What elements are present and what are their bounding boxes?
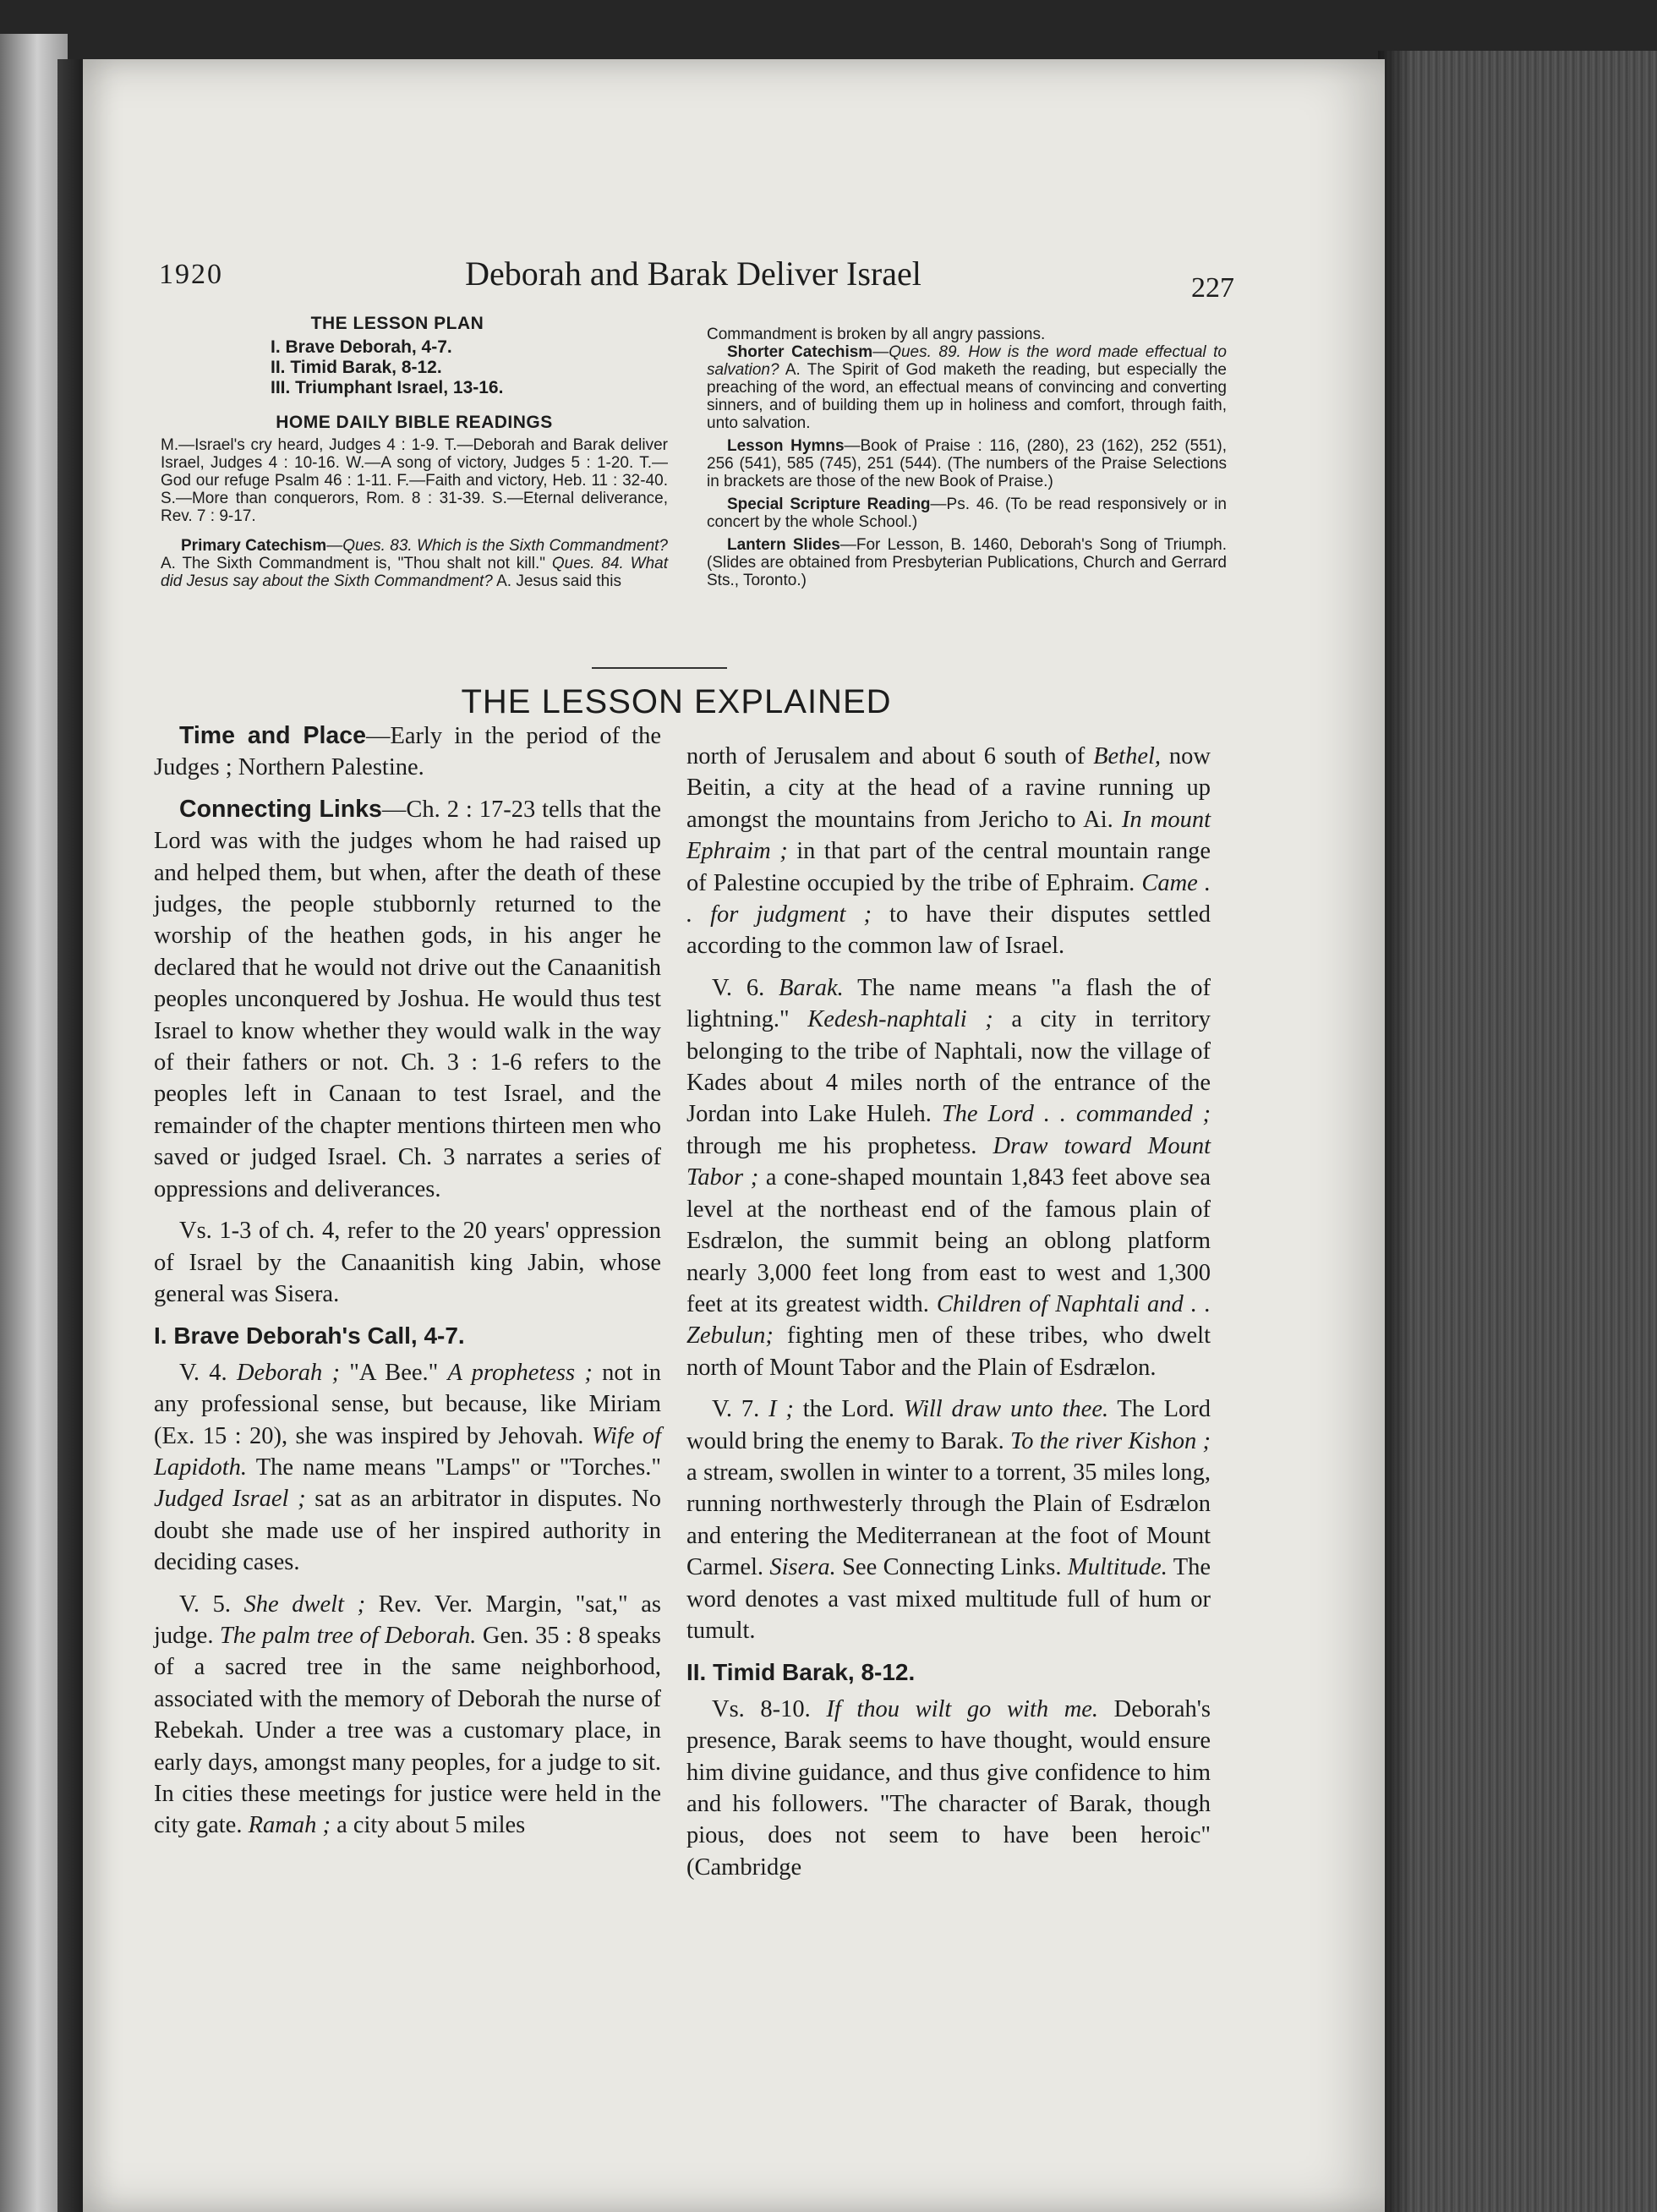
primary-catechism — [161, 537, 668, 590]
special-scripture — [707, 496, 1227, 531]
section-divider — [592, 667, 727, 669]
time-and-place-text: —Early in the period of the Judges ; Northern Palestine. — [154, 723, 661, 781]
running-head — [152, 254, 1234, 304]
verse-text: V. 4. — [179, 1359, 237, 1386]
daily-readings-heading: HOME DAILY BIBLE READINGS — [276, 413, 553, 432]
ramah-continuation — [686, 741, 1211, 962]
connecting-links-label: Connecting Links — [179, 795, 382, 823]
lesson-hymns-label: Lesson Hymns — [727, 437, 845, 455]
lesson-plan-item: II. Timid Barak, 8-12. — [271, 358, 442, 377]
lesson-hymns — [707, 437, 1227, 490]
primary-catechism-q2-num: Ques. 84. — [551, 555, 624, 572]
verse-text: V. 5. — [179, 1591, 244, 1618]
catechism-continuation: Commandment is broken by all angry passions. — [707, 326, 1046, 343]
verse-text: through me his prophetess. — [686, 1132, 993, 1159]
lantern-slides-text: —For Lesson, B. 1460, Deborah's Song of Triumph. (Slides are obtained from Presbyterian Publications, Church and Gerrard Sts., Toronto.) — [707, 536, 1228, 589]
verse-text: I ; — [768, 1396, 794, 1423]
verse-text: the Lord. — [793, 1396, 904, 1423]
verse-text: To the river Kishon ; — [1010, 1427, 1211, 1454]
verse-text: Barak. — [779, 974, 844, 1001]
verse-text: The Lord would bring the enemy to Barak. — [686, 1396, 1211, 1454]
verse-text: Rev. Ver. Margin, "sat," as judge. — [154, 1591, 661, 1649]
verse-4 — [154, 1357, 661, 1579]
time-and-place-label: Time and Place — [179, 722, 366, 749]
verse-text: Came . . for judgment ; — [686, 869, 1211, 928]
verse-text: Sisera. — [769, 1554, 836, 1581]
verse-text: Judged Israel ; — [154, 1486, 306, 1513]
time-and-place — [154, 720, 661, 784]
verse-text: Multitude. — [1067, 1554, 1168, 1581]
daily-readings-text: M.—Israel's cry heard, Judges 4 : 1-9. T.—Deborah and Barak deliver Israel, Judges 4 : 10-16. W.—A song of victory, Judges 5 : 1-20. T.—God our refuge Psalm 46 : 1-11. F.—Faith and victory, Heb. 11 : 32-40. S.—More than conquerors, Rom. 8 : 31-39. S.—Eternal deliverance, Rev. 7 : 9-17. — [161, 436, 668, 525]
verse-text: The word denotes a vast mixed multitude full of hum or tumult. — [686, 1554, 1211, 1644]
verse-text: now Beitin, a city at the head of a ravine running up amongst the mountains from Jericho to Ai. — [686, 743, 1211, 833]
book-page-edges — [1378, 51, 1657, 2212]
verse-text: "A Bee." — [340, 1359, 448, 1386]
verse-text: Bethel, — [1093, 743, 1162, 769]
verse-text: See Connecting Links. — [835, 1554, 1068, 1581]
verse-text: not in any professional sense, but because, like Miriam (Ex. 15 : 20), she was inspired by Jehovah. — [154, 1359, 661, 1449]
right-top-column — [707, 326, 1227, 589]
verse-text: to have their disputes settled according to the common law of Israel. — [686, 901, 1211, 960]
verse-7 — [686, 1393, 1211, 1646]
verse-text: The name means "Lamps" or "Torches." — [247, 1454, 661, 1481]
verse-text: She dwelt ; — [243, 1591, 366, 1618]
verse-6 — [686, 972, 1211, 1383]
verse-text: V. 7. — [712, 1396, 769, 1423]
lesson-plan-list — [271, 337, 668, 398]
primary-catechism-q1-num: —Ques. 83. — [326, 537, 413, 555]
verse-text: Gen. 35 : 8 speaks of a sacred tree in the same neighborhood, associated with the memory of Deborah the nurse of Rebekah. Under a tree was a customary place, in early days, amongst many peoples, for a judge to sit. In cities these meetings for justice were held in the city gate. — [154, 1622, 661, 1839]
main-left-column — [154, 720, 661, 1852]
lesson-plan-item: I. Brave Deborah, 4-7. — [271, 337, 452, 357]
verse-text: fighting men of these tribes, who dwelt north of Mount Tabor and the Plain of Esdrælon. — [686, 1322, 1211, 1381]
verse-text: Kedesh-naphtali ; — [807, 1006, 993, 1033]
section-heading-barak: II. Timid Barak, 8-12. — [686, 1659, 916, 1686]
primary-catechism-q1: Which is the Sixth Commandment? — [417, 537, 668, 555]
lesson-plan-item: III. Triumphant Israel, 13-16. — [271, 378, 504, 397]
primary-catechism-a1: A. The Sixth Commandment is, "Thou shalt not kill." — [161, 555, 545, 572]
lantern-slides-label: Lantern Slides — [727, 536, 840, 554]
verses-8-10 — [686, 1694, 1211, 1883]
verse-text: Ramah ; — [248, 1812, 331, 1839]
connecting-links-text: —Ch. 2 : 17-23 tells that the Lord was with the judges whom he had raised up and helped them, but when, after the death of these judges, the people stubbornly returned to the worship of the heathen gods, in his anger he declared that he would not drive out the Canaanitish peoples unconquered by Joshua. He would thus test Israel to know whether they would walk in the way of their fathers or not. Ch. 3 : 1-6 refers to the peoples left in Canaan to test Israel, and the remainder of the chapter mentions thirteen men who saved or judged Israel. Ch. 3 narrates a series of oppressions and deliverances. — [154, 796, 662, 1202]
shorter-catechism-label: Shorter Catechism — [727, 343, 873, 361]
verse-text: Draw toward Mount Tabor ; — [686, 1132, 1211, 1191]
verse-text: sat as an arbitrator in disputes. No doubt she made use of her inspired authority in deciding cases. — [154, 1486, 662, 1576]
special-scripture-label: Special Scripture Reading — [727, 496, 931, 513]
verse-text: Deborah ; — [236, 1359, 341, 1386]
verse-text: a city in territory belonging to the tribe of Naphtali, now the village of Kades about 4 miles north of the entrance of the Jordan into Lake Huleh. — [686, 1006, 1211, 1128]
verse-text: If thou wilt go with me. — [826, 1695, 1099, 1722]
primary-catechism-q2: What did Jesus say about the Sixth Commandment? — [161, 555, 668, 590]
verse-text: Wife of Lapidoth. — [154, 1422, 661, 1481]
verse-text: Deborah's presence, Barak seems to have thought, would ensure him divine guidance, and thus give confidence to him and his followers. "The character of Barak, though pious, does not seem to have been heroic" (Cambridge — [686, 1695, 1211, 1881]
verse-text: Will draw unto thee. — [903, 1396, 1109, 1423]
lantern-slides — [707, 536, 1227, 589]
primary-catechism-label: Primary Catechism — [181, 537, 327, 555]
verse-text: Children of Naphtali and . . Zebulun; — [686, 1290, 1211, 1350]
shorter-catechism-answer: A. The Spirit of God maketh the reading, but especially the preaching of the word, an effectual means of convincing and converting sinners, and of building them up in holiness and comfort, through faith, unto salvation. — [707, 361, 1227, 432]
book-gutter — [57, 59, 83, 2212]
verse-text: a stream, swollen in winter to a torrent, 35 miles long, running northwesterly through the Plain of Esdrælon and entering the Mediterranean at the foot of Mount Carmel. — [686, 1459, 1211, 1581]
verse-text: V. 6. — [712, 974, 779, 1001]
verse-text: a city about 5 miles — [330, 1812, 526, 1839]
verse-text: The palm tree of Deborah. — [219, 1622, 477, 1649]
shorter-catechism-question: How is the word made effectual to salvation? — [707, 343, 1227, 379]
page-number: 227 — [1191, 272, 1234, 304]
verse-text: Vs. 8-10. — [712, 1695, 827, 1722]
special-scripture-text: —Ps. 46. (To be read responsively or in concert by the whole School.) — [707, 496, 1227, 531]
shorter-catechism — [707, 343, 1227, 432]
year: 1920 — [159, 259, 223, 290]
shorter-catechism-q-num: —Ques. 89. — [872, 343, 961, 361]
connecting-links — [154, 794, 661, 1205]
verse-text: The Lord . . commanded ; — [941, 1101, 1211, 1128]
lesson-plan-heading: THE LESSON PLAN — [310, 314, 484, 333]
main-right-column — [686, 741, 1211, 1893]
verse-text: A prophetess ; — [447, 1359, 593, 1386]
verse-text: a cone-shaped mountain 1,843 feet above sea level at the northeast end of the famous plain of Esdrælon, the summit being an oblong platform nearly 3,000 feet long from east to west and 1,300 feet at its greatest width. — [686, 1164, 1211, 1317]
verse-text: in that part of the central mountain range of Palestine occupied by the tribe of Ephraim. — [686, 838, 1211, 896]
page-title: Deborah and Barak Deliver Israel — [465, 255, 921, 293]
verses-1-3: Vs. 1-3 of ch. 4, refer to the 20 years' oppression of Israel by the Canaanitish king Jabin, whose general was Sisera. — [154, 1218, 661, 1307]
left-top-column — [161, 315, 668, 590]
verse-5 — [154, 1589, 661, 1842]
lesson-hymns-text: —Book of Praise : 116, (280), 23 (162), 252 (551), 256 (541), 585 (745), 251 (544). (The numbers of the Praise Selections in brackets are those of the new Book of Praise.) — [707, 437, 1227, 490]
primary-catechism-a2: A. Jesus said this — [496, 572, 621, 590]
section-heading-deborah: I. Brave Deborah's Call, 4-7. — [154, 1322, 465, 1350]
verse-text: north of Jerusalem and about 6 south of — [686, 743, 1094, 769]
verse-text: The name means "a flash the of lightning." — [686, 974, 1211, 1033]
lesson-explained-title: THE LESSON EXPLAINED — [461, 683, 892, 720]
verse-text: In mount Ephraim ; — [686, 806, 1211, 865]
